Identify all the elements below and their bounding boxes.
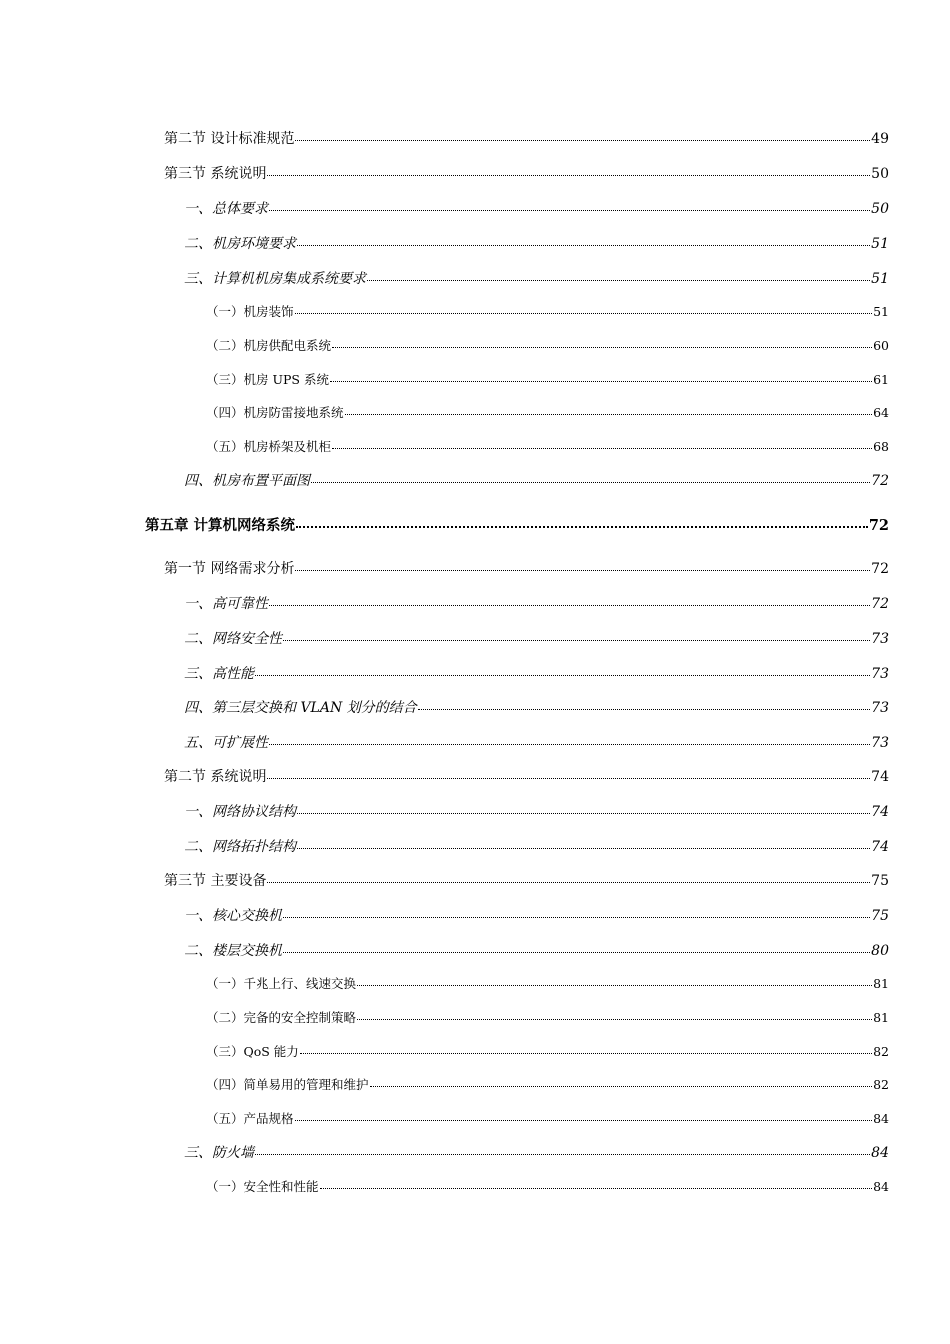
toc-entry-item[interactable] xyxy=(184,593,889,613)
toc-page-number: 73 xyxy=(871,666,889,682)
toc-dot-leader xyxy=(367,269,870,283)
toc-page-number: 61 xyxy=(873,372,889,387)
toc-page-number: 60 xyxy=(873,338,889,353)
toc-entry-title: 第三节 主要设备 xyxy=(164,873,267,889)
toc-page-number: 73 xyxy=(871,631,889,647)
toc-entry-title: 第一节 网络需求分析 xyxy=(164,561,295,577)
toc-entry-item[interactable] xyxy=(184,905,889,925)
toc-entry-section[interactable] xyxy=(164,558,889,578)
toc-entry-title: 五、可扩展性 xyxy=(184,735,268,751)
toc-entry-title: 第二节 系统说明 xyxy=(164,769,267,785)
toc-entry-title: （四）机房防雷接地系统 xyxy=(206,405,344,420)
toc-entry-title: （一）安全性和性能 xyxy=(206,1179,319,1194)
toc-entry-item[interactable] xyxy=(184,663,889,683)
toc-page-number: 82 xyxy=(873,1077,889,1092)
toc-entry-title: 一、网络协议结构 xyxy=(184,804,296,820)
toc-entry-item[interactable] xyxy=(184,801,889,821)
toc-entry-item[interactable] xyxy=(184,697,889,717)
toc-entry-title: （二）完备的安全控制策略 xyxy=(206,1010,357,1025)
toc-dot-leader xyxy=(332,439,872,452)
toc-page-number: 82 xyxy=(873,1044,889,1059)
toc-entry-sub[interactable] xyxy=(206,336,889,354)
toc-dot-leader xyxy=(418,698,871,712)
toc-entry-sub[interactable] xyxy=(206,974,889,992)
toc-page-number: 84 xyxy=(873,1111,889,1126)
toc-page-number: 72 xyxy=(868,517,889,534)
toc-dot-leader xyxy=(255,664,870,678)
toc-entry-title: 一、核心交换机 xyxy=(184,908,282,924)
toc-entry-sub[interactable] xyxy=(206,302,889,320)
toc-entry-title: 二、楼层交换机 xyxy=(184,943,282,959)
toc-entry-title: （二）机房供配电系统 xyxy=(206,338,332,353)
toc-entry-section[interactable] xyxy=(164,128,889,148)
toc-entry-item[interactable] xyxy=(184,628,889,648)
toc-page-number: 72 xyxy=(871,473,889,489)
toc-page-number: 84 xyxy=(873,1179,889,1194)
toc-page-number: 74 xyxy=(871,839,889,855)
toc-page-number: 68 xyxy=(873,439,889,454)
toc-dot-leader xyxy=(267,871,870,885)
toc-entry-sub[interactable] xyxy=(206,1042,889,1060)
toc-entry-title: （五）机房桥架及机柜 xyxy=(206,439,332,454)
toc-page-number: 73 xyxy=(871,735,889,751)
toc-dot-leader xyxy=(295,559,870,573)
toc-entry-sub[interactable] xyxy=(206,1109,889,1127)
toc-dot-leader xyxy=(297,837,870,851)
toc-entry-title: 一、总体要求 xyxy=(184,201,268,217)
toc-entry-title: （四）简单易用的管理和维护 xyxy=(206,1077,369,1092)
toc-entry-sub[interactable] xyxy=(206,1008,889,1026)
toc-page-number: 84 xyxy=(871,1145,889,1161)
toc-entry-item[interactable] xyxy=(184,198,889,218)
toc-page-number: 50 xyxy=(871,201,889,217)
toc-dot-leader xyxy=(269,199,870,213)
toc-dot-leader xyxy=(296,516,868,531)
toc-page-number: 64 xyxy=(873,405,889,420)
toc-dot-leader xyxy=(297,234,870,248)
toc-dot-leader xyxy=(255,1143,870,1157)
toc-entry-item[interactable] xyxy=(184,732,889,752)
toc-entry-title: 第三节 系统说明 xyxy=(164,166,267,182)
toc-dot-leader xyxy=(269,594,870,608)
toc-entry-item[interactable] xyxy=(184,1142,889,1162)
toc-dot-leader xyxy=(357,976,872,989)
toc-dot-leader xyxy=(267,164,870,178)
toc-dot-leader xyxy=(283,941,870,955)
toc-entry-sub[interactable] xyxy=(206,403,889,421)
toc-entry-title: 四、第三层交换和 VLAN 划分的结合 xyxy=(184,700,417,716)
toc-entry-title: 一、高可靠性 xyxy=(184,596,268,612)
toc-entry-sub[interactable] xyxy=(206,370,889,388)
toc-page-number: 51 xyxy=(871,236,889,252)
toc-entry-title: 三、防火墙 xyxy=(184,1145,254,1161)
toc-entry-section[interactable] xyxy=(164,766,889,786)
toc-page-number: 74 xyxy=(871,769,889,785)
toc-dot-leader xyxy=(295,304,873,317)
toc-entry-section[interactable] xyxy=(164,163,889,183)
toc-dot-leader xyxy=(311,471,870,485)
toc-entry-title: （五）产品规格 xyxy=(206,1111,294,1126)
toc-dot-leader xyxy=(269,733,870,747)
toc-page-number: 51 xyxy=(871,271,889,287)
toc-page-number: 75 xyxy=(871,908,889,924)
toc-entry-item[interactable] xyxy=(184,233,889,253)
toc-entry-title: 三、高性能 xyxy=(184,666,254,682)
toc-entry-title: 第二节 设计标准规范 xyxy=(164,131,295,147)
toc-page-number: 50 xyxy=(871,166,889,182)
toc-entry-chapter[interactable] xyxy=(145,514,889,535)
toc-page-number: 72 xyxy=(871,596,889,612)
toc-dot-leader xyxy=(330,372,872,385)
toc-entry-section[interactable] xyxy=(164,870,889,890)
toc-dot-leader xyxy=(295,1111,873,1124)
toc-entry-title: （一）千兆上行、线速交换 xyxy=(206,976,357,991)
toc-page-number: 49 xyxy=(871,131,889,147)
toc-page-number: 81 xyxy=(873,1010,889,1025)
toc-dot-leader xyxy=(297,802,870,816)
toc-entry-title: 四、机房布置平面图 xyxy=(184,473,310,489)
toc-entry-title: 三、计算机机房集成系统要求 xyxy=(184,271,366,287)
toc-entry-item[interactable] xyxy=(184,268,889,288)
toc-entry-title: 第五章 计算机网络系统 xyxy=(145,517,296,534)
toc-page-number: 75 xyxy=(871,873,889,889)
toc-page-number: 80 xyxy=(871,943,889,959)
toc-entry-title: （三）QoS 能力 xyxy=(206,1044,299,1059)
toc-dot-leader xyxy=(370,1077,873,1090)
toc-dot-leader xyxy=(345,405,873,418)
toc-dot-leader xyxy=(295,129,870,143)
toc-entry-title: 二、网络安全性 xyxy=(184,631,282,647)
toc-entry-title: 二、网络拓扑结构 xyxy=(184,839,296,855)
toc-dot-leader xyxy=(300,1044,872,1057)
toc-entry-sub[interactable] xyxy=(206,1177,889,1195)
toc-dot-leader xyxy=(332,338,872,351)
toc-page-number: 51 xyxy=(873,304,889,319)
toc-entry-title: （一）机房装饰 xyxy=(206,304,294,319)
toc-entry-item[interactable] xyxy=(184,940,889,960)
toc-page-number: 73 xyxy=(871,700,889,716)
toc-dot-leader xyxy=(283,906,870,920)
toc-dot-leader xyxy=(283,629,870,643)
toc-dot-leader xyxy=(357,1010,872,1023)
toc-dot-leader xyxy=(267,767,870,781)
toc-entry-sub[interactable] xyxy=(206,437,889,455)
toc-entry-item[interactable] xyxy=(184,470,889,490)
toc-page-number: 72 xyxy=(871,561,889,577)
toc-page-number: 81 xyxy=(873,976,889,991)
toc-page-number: 74 xyxy=(871,804,889,820)
toc-dot-leader xyxy=(320,1179,873,1192)
toc-entry-title: （三）机房 UPS 系统 xyxy=(206,372,329,387)
toc-entry-title: 二、机房环境要求 xyxy=(184,236,296,252)
toc-entry-sub[interactable] xyxy=(206,1075,889,1093)
toc-entry-item[interactable] xyxy=(184,836,889,856)
